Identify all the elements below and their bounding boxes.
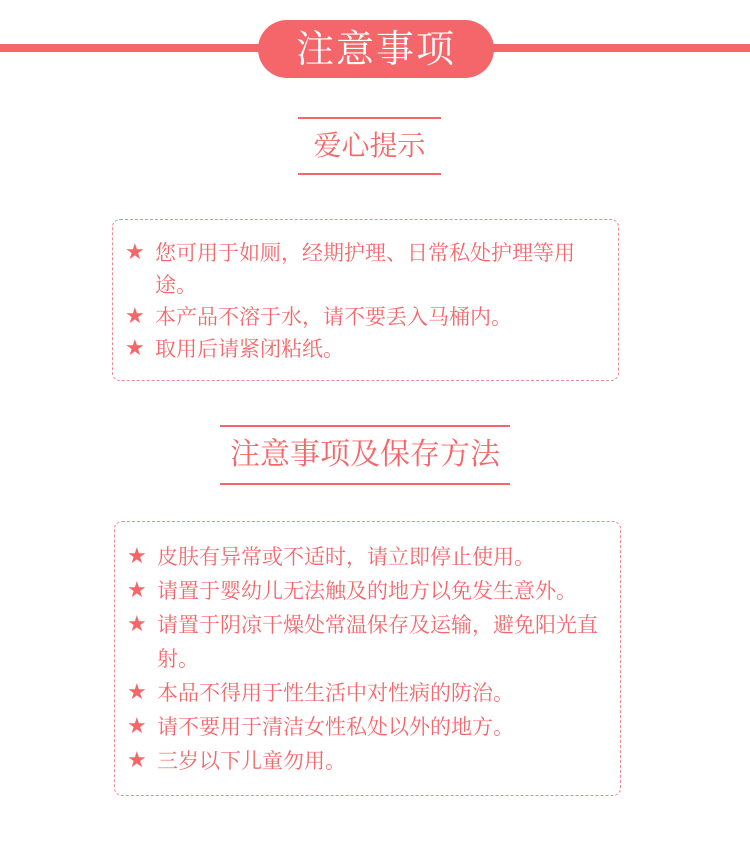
love-tips-heading: 爱心提示 (298, 117, 441, 175)
precautions-storage-heading: 注意事项及保存方法 (220, 425, 510, 485)
list-item-text: 请置于婴幼儿无法触及的地方以免发生意外。 (157, 579, 577, 603)
precautions-list (127, 540, 620, 778)
love-tips-box (112, 219, 619, 381)
star-icon: ★ (127, 680, 147, 705)
star-icon: ★ (127, 578, 147, 603)
list-item (127, 574, 620, 608)
star-icon: ★ (125, 240, 145, 265)
header-divider-left (0, 44, 270, 52)
star-icon: ★ (127, 612, 147, 637)
list-item-text: 本产品不溶于水，请不要丢入马桶内。 (155, 305, 512, 329)
list-item-text: 本品不得用于性生活中对性病的防治。 (157, 681, 514, 705)
love-tips-list (125, 237, 618, 365)
page-title: 注意事项 (258, 20, 494, 78)
precautions-box (114, 521, 621, 796)
star-icon: ★ (127, 748, 147, 773)
header-divider-right (480, 44, 750, 52)
list-item-text: 皮肤有异常或不适时，请立即停止使用。 (157, 545, 535, 569)
list-item-text: 请不要用于清洁女性私处以外的地方。 (157, 715, 514, 739)
list-item (127, 540, 620, 574)
star-icon: ★ (127, 714, 147, 739)
list-item (125, 237, 600, 301)
list-item-text: 请置于阴凉干燥处常温保存及运输，避免阳光直射。 (157, 613, 598, 671)
list-item (125, 301, 618, 333)
list-item (127, 744, 620, 778)
list-item (127, 676, 620, 710)
list-item (125, 333, 618, 365)
list-item (127, 710, 620, 744)
list-item-text: 三岁以下儿童勿用。 (157, 749, 346, 773)
star-icon: ★ (125, 304, 145, 329)
star-icon: ★ (125, 336, 145, 361)
list-item-text: 您可用于如厕，经期护理、日常私处护理等用途。 (155, 241, 575, 297)
list-item-text: 取用后请紧闭粘纸。 (155, 337, 344, 361)
star-icon: ★ (127, 544, 147, 569)
list-item (127, 608, 612, 676)
